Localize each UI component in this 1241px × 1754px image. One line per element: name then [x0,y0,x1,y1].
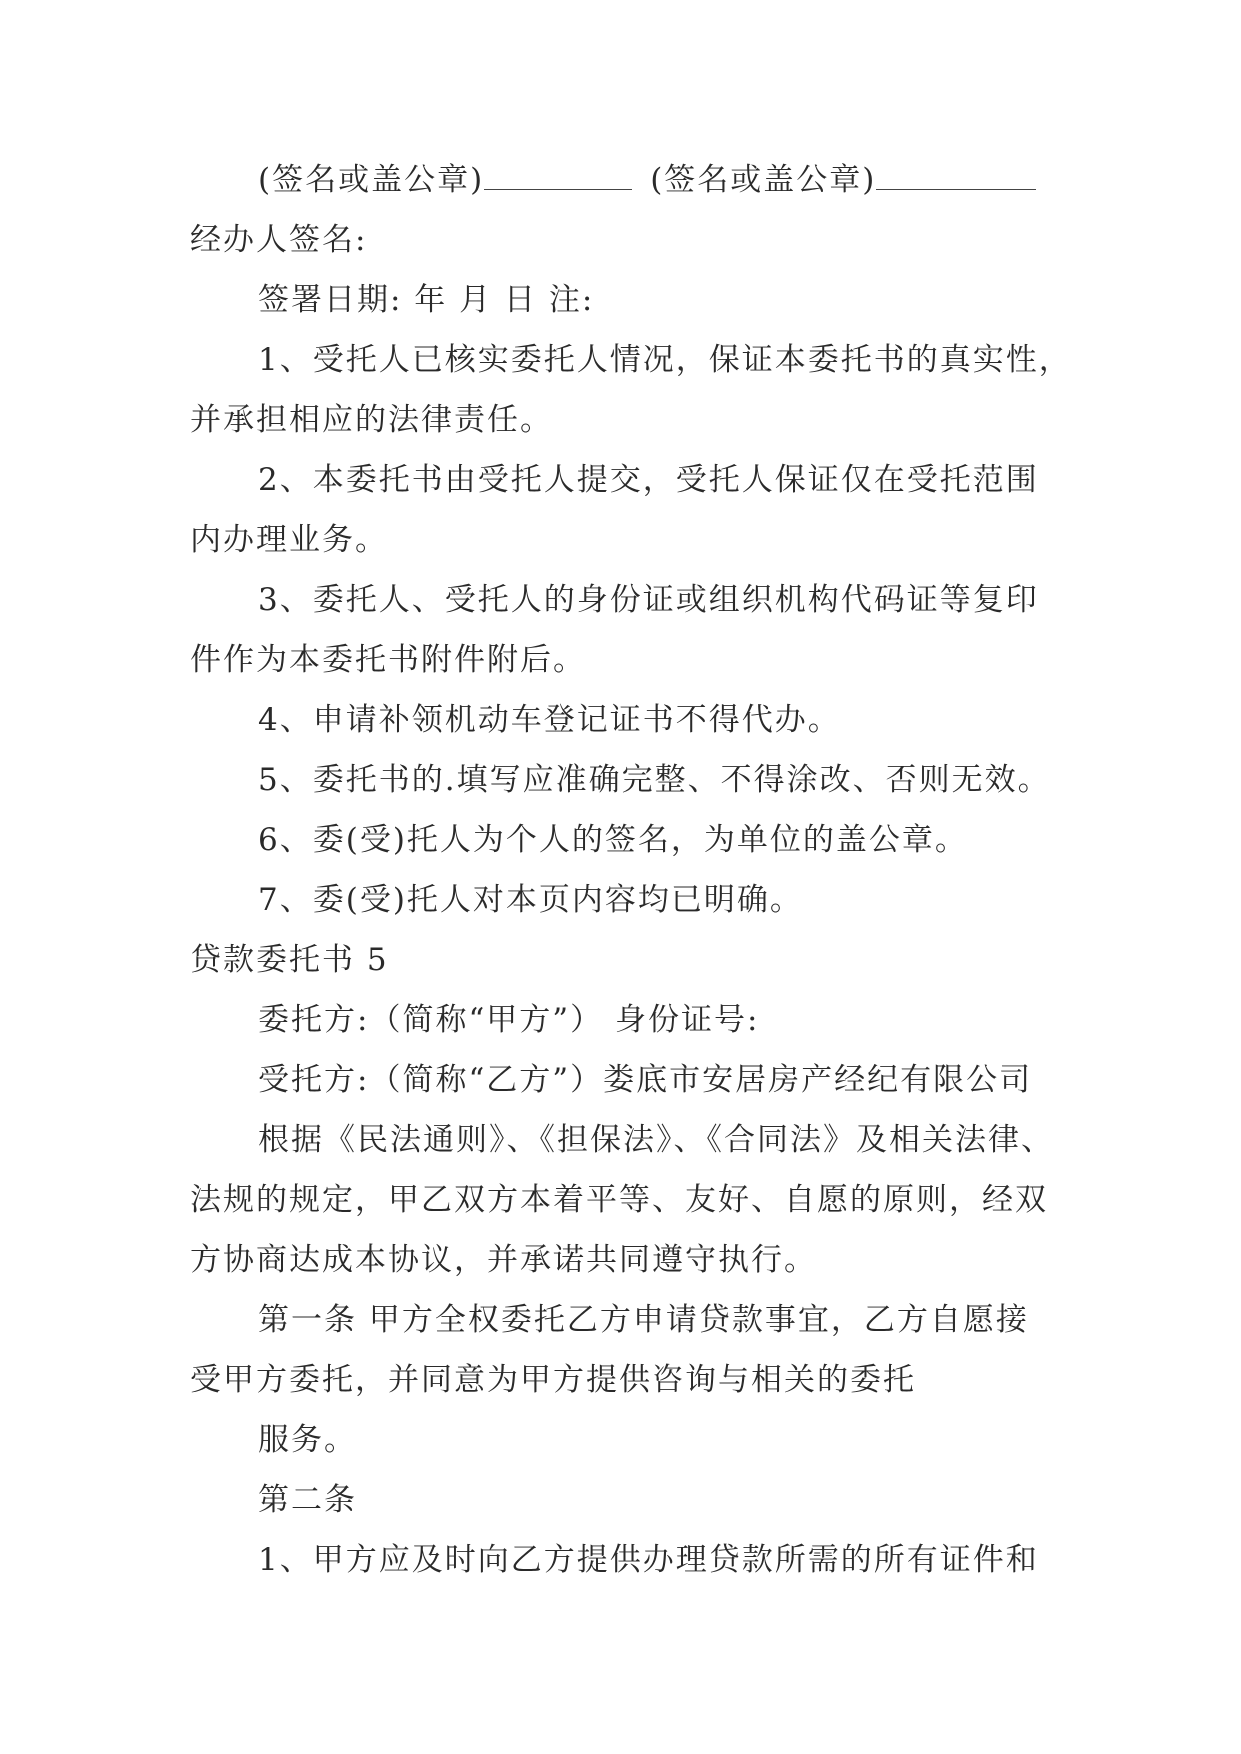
article-1-line-2: 受甲方委托，并同意为甲方提供咨询与相关的委托 [190,1362,916,1398]
note-6-line: 6、委(受)托人为个人的签名，为单位的盖公章。 [258,822,968,858]
article-1-line-3: 服务。 [258,1422,357,1458]
signature-label-left: (签名或盖公章) [258,162,485,198]
note-3-line-2: 件作为本委托书附件附后。 [190,642,586,678]
article-1-line-1: 第一条 甲方全权委托乙方申请贷款事宜，乙方自愿接 [258,1302,1029,1338]
preamble-line-3: 方协商达成本协议，并承诺共同遵守执行。 [190,1242,817,1278]
note-7-line: 7、委(受)托人对本页内容均已明确。 [258,882,803,918]
article-2-heading: 第二条 [258,1482,357,1518]
signature-blank-right [876,161,1036,190]
note-4-line: 4、申请补领机动车登记证书不得代办。 [258,702,841,738]
note-1-line-1: 1、受托人已核实委托人情况，保证本委托书的真实性， [258,342,1072,378]
note-5-line: 5、委托书的.填写应准确完整、不得涂改、否则无效。 [258,762,1051,798]
agent-line: 受托方:（简称“乙方”）娄底市安居房产经纪有限公司 [258,1062,1033,1098]
section-heading: 贷款委托书 5 [190,942,389,978]
handler-signature-line: 经办人签名: [190,222,368,258]
preamble-line-2: 法规的规定，甲乙双方本着平等、友好、自愿的原则，经双 [190,1182,1048,1218]
signature-label-right: (签名或盖公章) [650,162,877,198]
principal-line: 委托方:（简称“甲方”） 身份证号: [258,1002,760,1038]
article-2-item-1: 1、甲方应及时向乙方提供办理贷款所需的所有证件和 [258,1542,1039,1578]
note-1-line-2: 并承担相应的法律责任。 [190,402,553,438]
note-2-line-1: 2、本委托书由受托人提交，受托人保证仅在受托范围 [258,462,1039,498]
signature-blank-left [484,161,632,190]
preamble-line-1: 根据《民法通则》、《担保法》、《合同法》及相关法律、 [258,1122,1054,1158]
signing-date-line: 签署日期: 年 月 日 注: [258,282,595,318]
note-3-line-1: 3、委托人、受托人的身份证或组织机构代码证等复印 [258,582,1039,618]
note-2-line-2: 内办理业务。 [190,522,388,558]
signature-row [190,150,1070,210]
document-page [190,150,1070,1590]
